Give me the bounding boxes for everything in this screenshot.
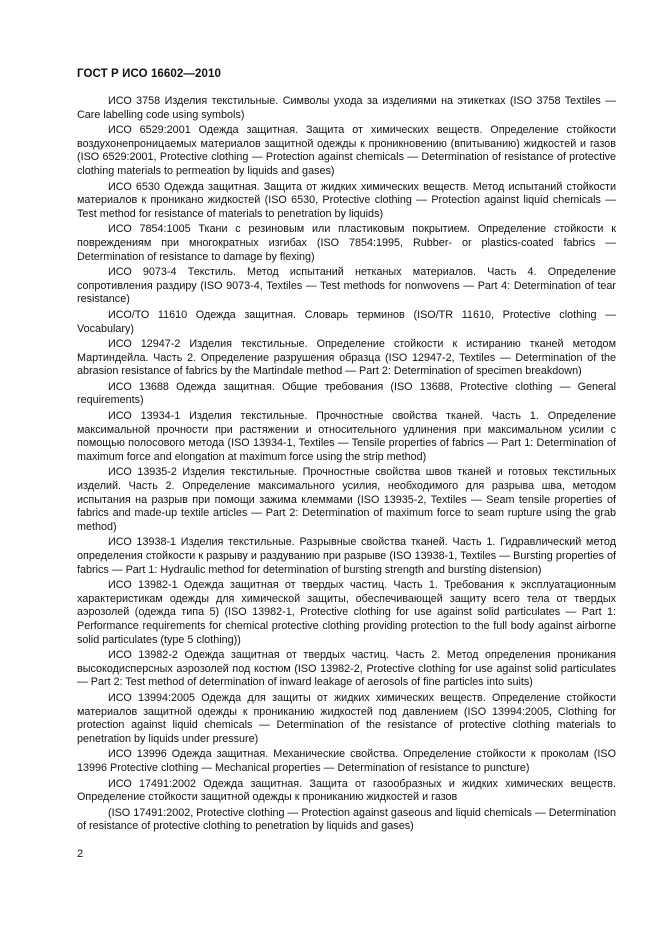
reference-item: ИСО 9073-4 Текстиль. Метод испытаний нетканых материалов. Часть 4. Определение сопротивления раздиру (ISO 9073-4, Textiles — Test methods for nonwovens — Part 4: Determination of tear resistance): [77, 266, 616, 306]
reference-item: ИСО 13982-1 Одежда защитная от твердых частиц. Часть 1. Требования к эксплуатационным характеристикам одежды для химической защиты, обеспечивающей защиту всего тела от твердых аэрозолей (одежда типа 5) (ISO 13982-1, Protective clothing for use against solid particulates — Part 1: Performance requirements for chemical protective clothing providing protection to the full body against airborne solid particulates (type 5 clothing)): [77, 579, 616, 646]
normative-references: [77, 95, 616, 836]
reference-item: ИСО 13934-1 Изделия текстильные. Прочностные свойства тканей. Часть 1. Определение максимальной прочности при растяжении и относительного удлинения при максимальном усилии с помощью полосового метода (ISO 13934-1, Textiles — Tensile properties of fabrics — Part 1: Determination of maximum force and elongation at maximum force using the strip method): [77, 410, 616, 463]
reference-item: ИСО 13982-2 Одежда защитная от твердых частиц. Часть 2. Метод определения проникания высокодисперсных аэрозолей под костюм (ISO 13982-2, Protective clothing for use against solid particulates — Part 2: Test method of determination of inward leakage of aerosols of fine particles into suits): [77, 649, 616, 689]
reference-item: ИСО/ТО 11610 Одежда защитная. Словарь терминов (ISO/TR 11610, Protective clothing — Vocabulary): [77, 308, 616, 335]
reference-item: (ISO 17491:2002, Protective clothing — Protection against gaseous and liquid chemicals — Determination of resistance of protective clothing to penetration by liquids and gases): [77, 806, 616, 833]
reference-item: ИСО 6530 Одежда защитная. Защита от жидких химических веществ. Метод испытаний стойкости материалов к проникано жидкостей (ISO 6530, Protective clothing — Protection against liquid chemicals — Test method for resistance of materials to penetration by liquids): [77, 180, 616, 220]
reference-item: ИСО 13688 Одежда защитная. Общие требования (ISO 13688, Protective clothing — General requirements): [77, 380, 616, 407]
reference-item: ИСО 6529:2001 Одежда защитная. Защита от химических веществ. Определение стойкости воздухонепроницаемых материалов защитной одежды к проникновению (впитыванию) жидкостей и газов (ISO 6529:2001, Protective clothing — Protection against chemicals — Determination of resistance of protective clothing materials to permeation by liquids and gases): [77, 124, 616, 177]
reference-item: ИСО 7854:1005 Ткани с резиновым или пластиковым покрытием. Определение стойкости к повреждениям при многократных изгибах (ISO 7854:1995, Rubber- or plastics-coated fabrics — Determination of resistance to damage by flexing): [77, 223, 616, 263]
reference-item: ИСО 13996 Одежда защитная. Механические свойства. Определение стойкости к проколам (ISO 13996 Protective clothing — Mechanical properties — Determination of resistance to puncture): [77, 748, 616, 774]
reference-item: ИСО 17491:2002 Одежда защитная. Защита от газообразных и жидких химических веществ. Определение стойкости защитной одежды к прониканию жидкостей и газов: [77, 777, 616, 804]
page-number: 2: [77, 848, 84, 860]
reference-item: ИСО 13994:2005 Одежда для защиты от жидких химических веществ. Определение стойкости материалов защитной одежды к прониканию жидкостей под давлением (ISO 13994:2005, Clothing for protection against liquid chemicals — Determination of the resistance of protective clothing materials to penetration by liquids under pressure): [77, 691, 616, 745]
reference-item: ИСО 13935-2 Изделия текстильные. Прочностные свойства швов тканей и готовых текстильных изделий. Часть 2. Определение максимального усилия, необходимого для разрыва шва, методом испытания на разрыв при помощи зажима клеммами (ISO 13935-2, Textiles — Seam tensile properties of fabrics and made-up textile articles — Part 2: Determination of maximum force to seam rupture using the grab method): [77, 466, 616, 533]
reference-item: ИСО 12947-2 Изделия текстильные. Определение стойкости к истиранию тканей методом Мартиндейла. Часть 2. Определение разрушения образца (ISO 12947-2, Textiles — Determination of the abrasion resistance of fabrics by the Martindale method — Part 2: Determination of specimen breakdown): [77, 338, 616, 378]
reference-item: ИСО 13938-1 Изделия текстильные. Разрывные свойства тканей. Часть 1. Гидравлический метод определения стойкости к разрыву и раздуванию при разрыве (ISO 13938-1, Textiles — Bursting properties of fabrics — Part 1: Hydraulic method for determination of bursting strength and bursting distension): [77, 536, 616, 576]
reference-item: ИСО 3758 Изделия текстильные. Символы ухода за изделиями на этикетках (ISO 3758 Textiles — Care labelling code using symbols): [77, 95, 616, 121]
standard-header: ГОСТ Р ИСО 16602—2010: [77, 68, 222, 80]
